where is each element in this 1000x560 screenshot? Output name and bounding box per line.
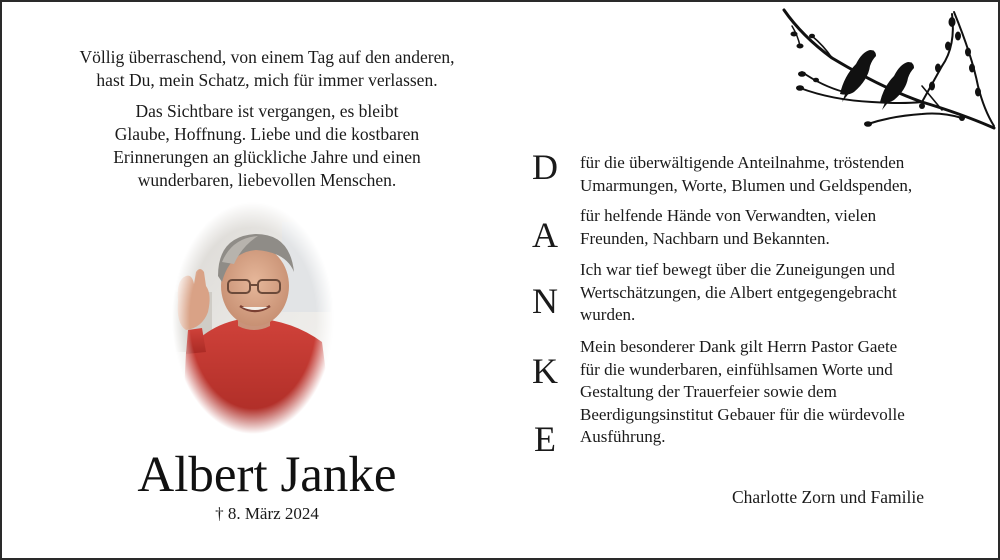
- deceased-name: Albert Janke: [137, 447, 397, 503]
- thanks-line: für helfende Hände von Verwandten, vielen: [580, 206, 877, 225]
- branch-birds-icon: [772, 6, 998, 136]
- thanks-line: für die überwältigende Anteilnahme, tröstenden: [580, 153, 905, 172]
- thanks-line: für die wunderbaren, einfühlsamen Worte und: [580, 359, 893, 379]
- portrait-photo: [172, 202, 334, 434]
- thanks-line: Freunden, Nachbarn und Bekannten.: [580, 228, 830, 248]
- intro-line: hast Du, mein Schatz, mich für immer verlassen.: [96, 70, 438, 90]
- thanks-line: wurden.: [580, 305, 636, 324]
- signature: Charlotte Zorn und Familie: [732, 487, 924, 507]
- thanks-line: Ich war tief bewegt über die Zuneigungen und: [580, 260, 895, 279]
- intro-paragraph-2: [42, 100, 492, 192]
- thanks-text: [580, 259, 1000, 327]
- intro-line: Glaube, Hoffnung. Liebe und die kostbaren: [114, 124, 420, 144]
- danke-letter: N: [532, 281, 558, 321]
- intro-line: Das Sichtbare ist vergangen, es bleibt: [135, 101, 399, 121]
- intro-line: wunderbaren, liebevollen Menschen.: [137, 170, 397, 190]
- intro-verse: [42, 46, 492, 192]
- danke-letter: D: [532, 147, 558, 187]
- thanks-line: Umarmungen, Worte, Blumen und Geldspenden,: [580, 175, 913, 195]
- thanks-line: Gestaltung der Trauerfeier sowie dem: [580, 382, 837, 401]
- intro-paragraph-1: [42, 46, 492, 92]
- thanks-text: [580, 205, 1000, 250]
- danke-letter: K: [532, 351, 558, 391]
- thanks-line: Beerdigungsinstitut Gebauer für die würdevolle: [580, 404, 905, 424]
- danke-letter: A: [532, 215, 558, 255]
- thanks-line: Mein besonderer Dank gilt Herrn Pastor Gaete: [580, 337, 898, 356]
- intro-line: Erinnerungen an glückliche Jahre und einen: [113, 147, 421, 167]
- thanks-text: [580, 336, 1000, 449]
- danke-letter: E: [534, 419, 556, 459]
- thanks-line: Ausführung.: [580, 427, 666, 446]
- thanks-line: Wertschätzungen, die Albert entgegengebracht: [580, 282, 897, 302]
- intro-line: Völlig überraschend, von einem Tag auf den anderen,: [79, 47, 455, 67]
- thanks-text: [580, 152, 1000, 197]
- death-date: † 8. März 2024: [215, 504, 319, 523]
